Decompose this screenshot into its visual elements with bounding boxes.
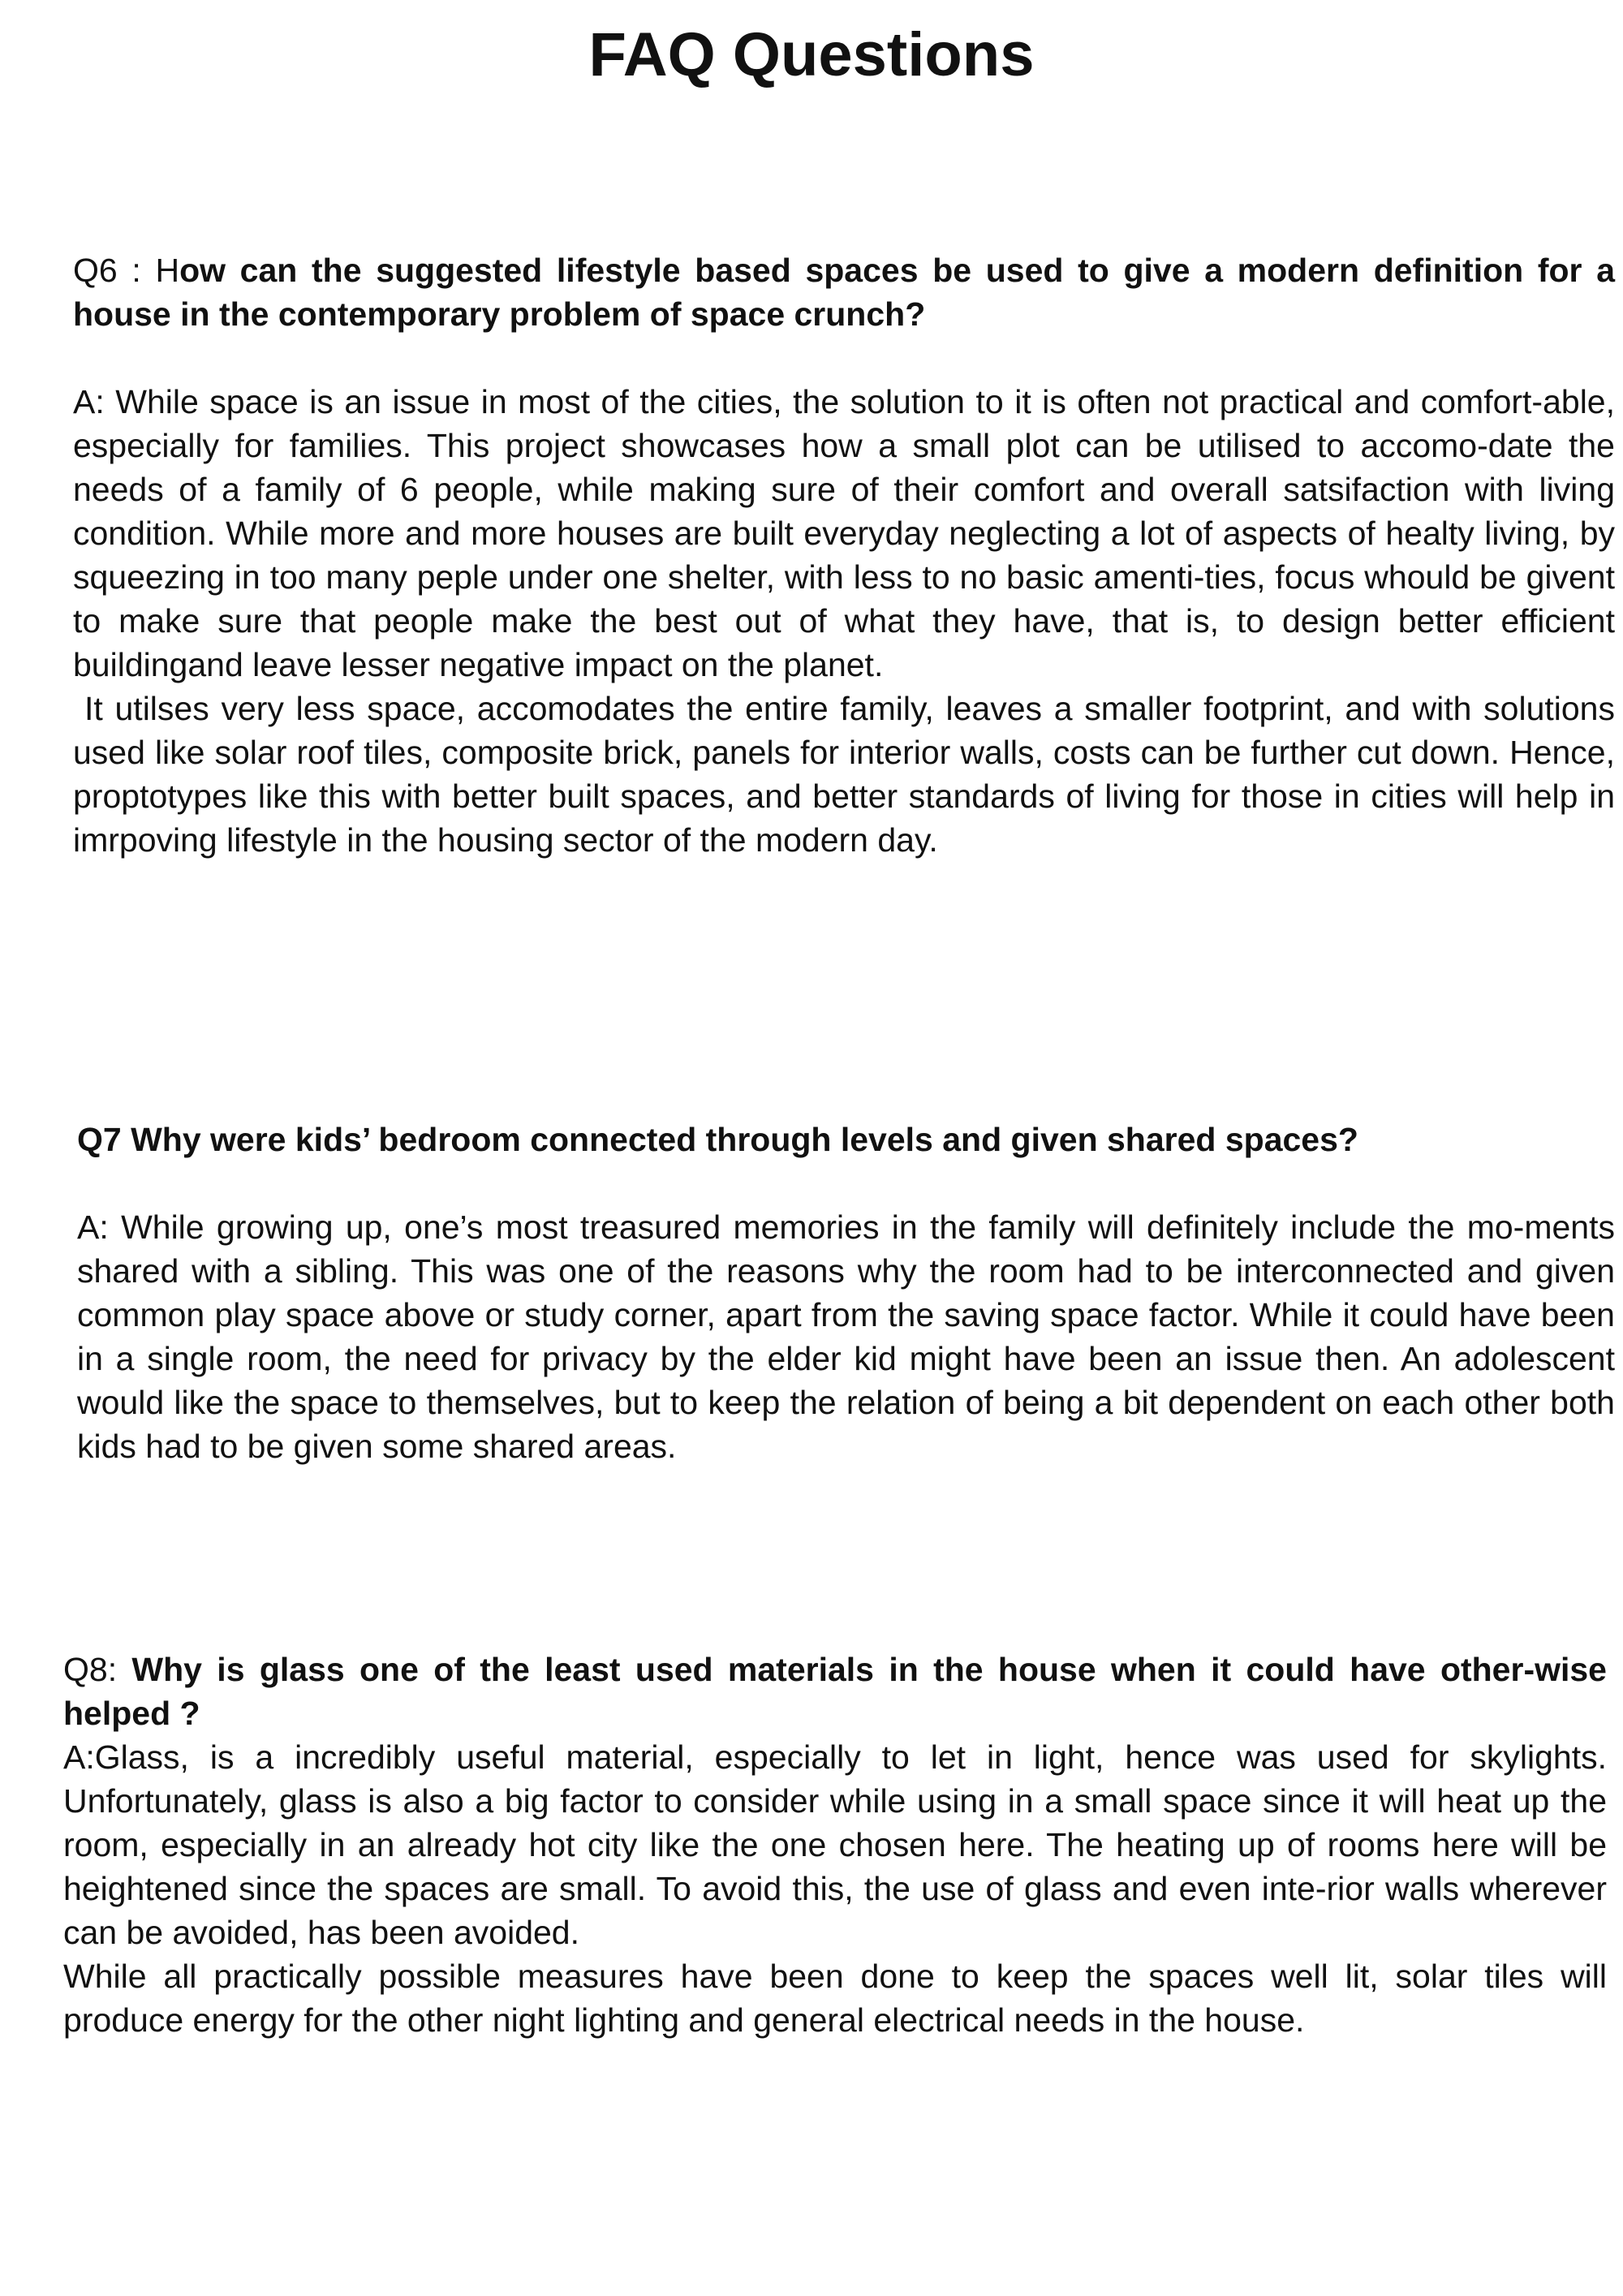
question-q8-prefix: Q8:: [63, 1651, 132, 1688]
question-q8: [63, 1648, 1607, 1735]
question-q7-prefix: Q7: [77, 1121, 131, 1158]
answer-q8-paragraph-1: A:Glass, is a incredibly useful material, especially to let in light, hence was used for skylights. Unfortunately, glass is also a big factor to consider while using in a small space since it will heat up the room, especially in an already hot city like the one chosen here. The heating up of rooms here will be heightened since the spaces are small. To avoid this, the use of glass and even inte-rior walls wherever can be avoided, has been avoided.: [63, 1738, 1607, 1951]
answer-q7-paragraph-1: A: While growing up, one’s most treasured memories in the family will definitely include the mo-ments shared with a sibling. This was one of the reasons why the room had to be interconnected and given common play space above or study corner, apart from the saving space factor. While it could have been in a single room, the need for privacy by the elder kid might have been an issue then. An adolescent would like the space to themselves, but to keep the relation of being a bit dependent on each other both kids had to be given some shared areas.: [77, 1208, 1615, 1465]
answer-q8-paragraph-2: While all practically possible measures have been done to keep the spaces well lit, solar tiles will produce energy for the other night lighting and general electrical needs in the house.: [63, 1958, 1607, 2039]
question-q6-prefix: Q6 : H: [73, 252, 180, 289]
question-q7-text: Why were kids’ bedroom connected through levels and given shared spaces?: [131, 1121, 1358, 1158]
question-q6-text: ow can the suggested lifestyle based spaces be used to give a modern definition for a house in the contemporary problem of space crunch?: [73, 252, 1615, 333]
page-title: FAQ Questions: [588, 20, 1035, 89]
question-q7: [77, 1118, 1615, 1161]
question-q8-text: Why is glass one of the least used materials in the house when it could have other-wise helped ?: [63, 1651, 1607, 1732]
answer-q6-paragraph-2: It utilses very less space, accomodates the entire family, leaves a smaller footprint, and with solutions used like solar roof tiles, composite brick, panels for interior walls, costs can be further cut down. Hence, proptotypes like this with better built spaces, and better standards of living for those in cities will help in imrpoving lifestyle in the housing sector of the modern day.: [73, 690, 1615, 859]
faq-q8: [63, 1648, 1607, 2042]
question-q6: [73, 248, 1615, 336]
faq-q7: [77, 1118, 1615, 1468]
faq-q6: [73, 248, 1615, 862]
answer-q6-paragraph-1: A: While space is an issue in most of the cities, the solution to it is often not practical and comfort-able, especially for families. This project showcases how a small plot can be utilised to accomo-date the needs of a family of 6 people, while making sure of their comfort and overall satsifaction with living condition. While more and more houses are built everyday neglecting a lot of aspects of healty living, by squeezing in too many peple under one shelter, with less to no basic amenti-ties, focus whould be givent to make sure that people make the best out of what they have, that is, to design better efficient buildingand leave lesser negative impact on the planet.: [73, 383, 1615, 683]
